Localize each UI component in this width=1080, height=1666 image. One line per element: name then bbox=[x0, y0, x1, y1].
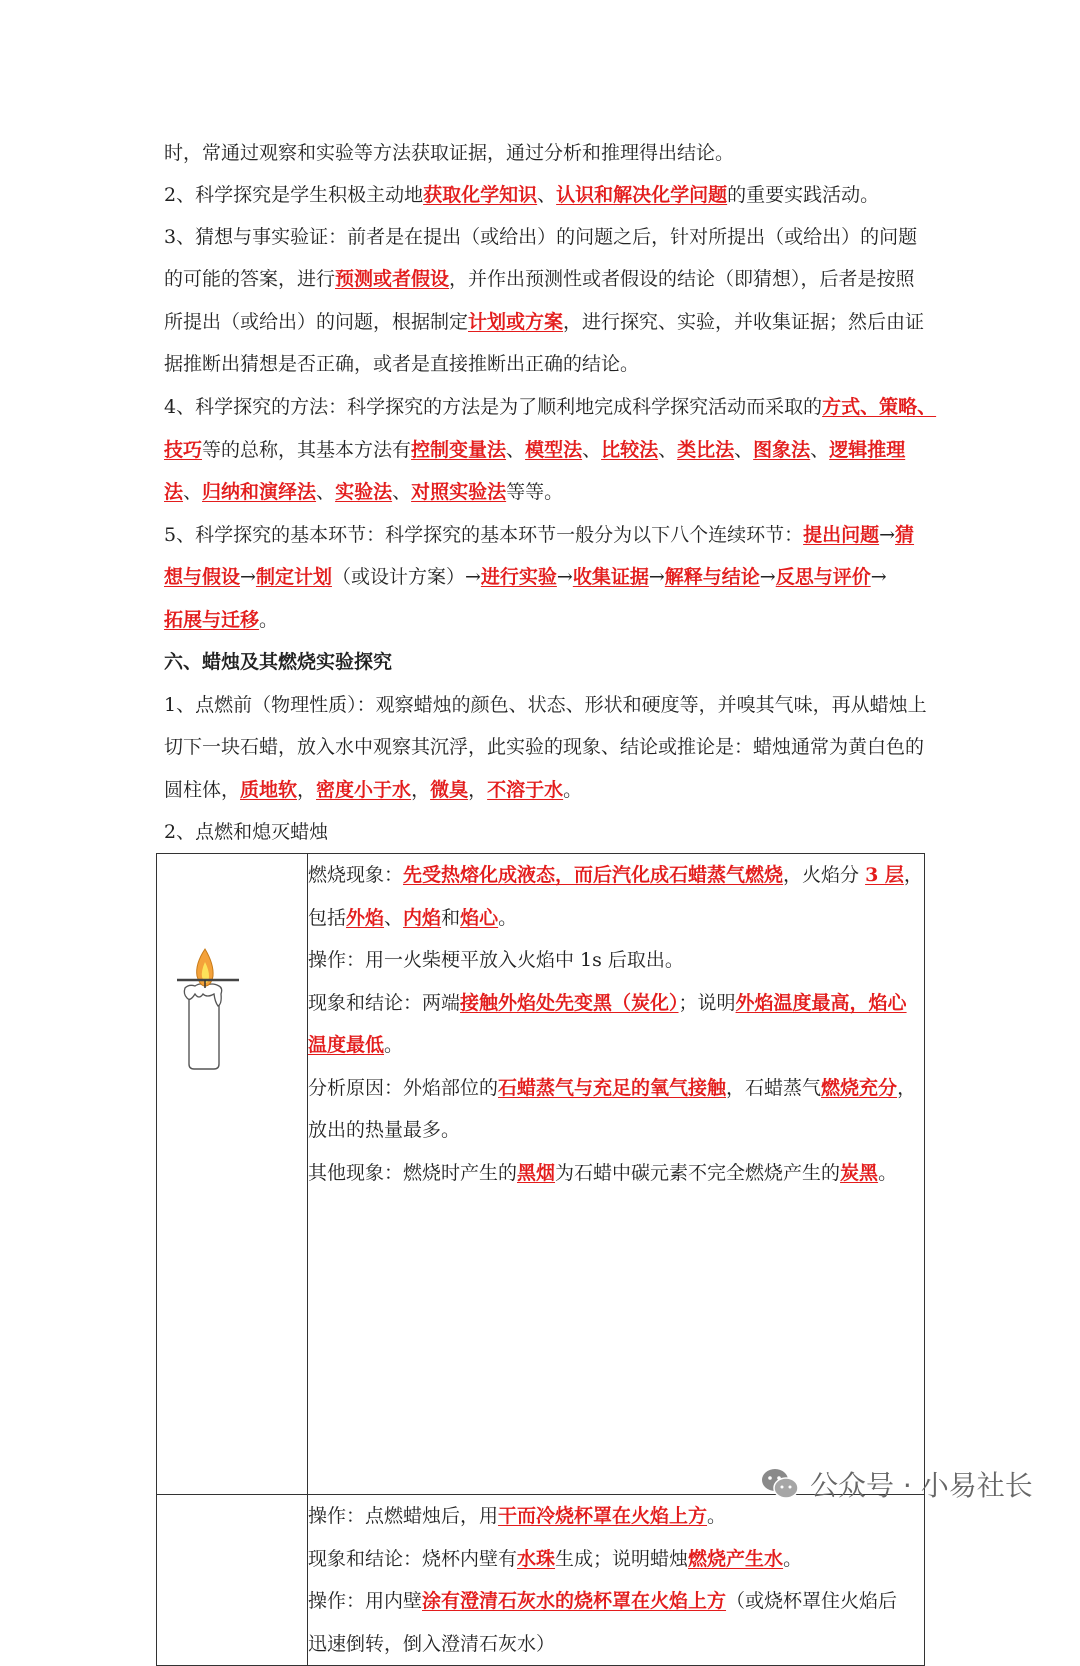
section-heading: 六、蜡烛及其燃烧实验探究 bbox=[164, 651, 393, 673]
paragraph-line: 切下一块石蜡，放入水中观察其沉浮，此实验的现象、结论或推论是：蜡烛通常为黄白色的 bbox=[164, 736, 925, 758]
table-text-line: 操作：用内壁涂有澄清石灰水的烧杯罩在火焰上方（或烧杯罩住火焰后 bbox=[308, 1590, 898, 1612]
paragraph-line: 3、猜想与事实验证：前者是在提出（或给出）的问题之后，针对所提出（或给出）的问题 bbox=[164, 226, 918, 248]
highlight-term: 外焰温度最高，焰心 bbox=[735, 991, 907, 1014]
highlight-term: 密度小于水 bbox=[316, 779, 412, 801]
highlight-term: 法 bbox=[164, 481, 184, 503]
highlight-term: 燃烧产生水 bbox=[688, 1547, 784, 1570]
highlight-term: 实验法 bbox=[335, 481, 393, 503]
paragraph-line: 时，常通过观察和实验等方法获取证据，通过分析和推理得出结论。 bbox=[164, 142, 735, 164]
paragraph-line: 1、点燃前（物理性质）：观察蜡烛的颜色、状态、形状和硬度等，并嗅其气味，再从蜡烛上 bbox=[164, 694, 927, 716]
paragraph-line: 2、点燃和熄灭蜡烛 bbox=[164, 821, 329, 843]
paragraph-line: 5、科学探究的基本环节：科学探究的基本环节一般分为以下八个连续环节：提出问题→猜 bbox=[164, 524, 915, 546]
highlight-term: 不溶于水 bbox=[487, 779, 564, 801]
highlight-term: 反思与评价 bbox=[775, 566, 871, 588]
paragraph-line: 所提出（或给出）的问题，根据制定计划或方案，进行探究、实验，并收集证据；然后由证 bbox=[164, 311, 925, 333]
highlight-term: 干而冷烧杯罩在火焰上方 bbox=[498, 1505, 708, 1527]
highlight-term: 接触外焰处先变黑（炭化） bbox=[460, 991, 679, 1014]
highlight-term: 石蜡蒸气与充足的氧气接触 bbox=[498, 1076, 727, 1099]
highlight-term: 比较法 bbox=[601, 439, 659, 461]
highlight-term: 内焰 bbox=[403, 906, 442, 929]
highlight-term: 炭黑 bbox=[840, 1161, 879, 1184]
table-text-line: 操作：点燃蜡烛后，用干而冷烧杯罩在火焰上方。 bbox=[308, 1505, 727, 1527]
highlight-term: 涂有澄清石灰水的烧杯罩在火焰上方 bbox=[422, 1590, 727, 1612]
table-row bbox=[157, 854, 925, 1495]
table-text-line: 分析原因：外焰部位的石蜡蒸气与充足的氧气接触，石蜡蒸气燃烧充分， bbox=[308, 1076, 917, 1099]
watermark bbox=[760, 1462, 1033, 1506]
highlight-term: 解释与结论 bbox=[664, 566, 760, 588]
highlight-term: 模型法 bbox=[525, 439, 583, 461]
paragraph-line: 拓展与迁移。 bbox=[164, 609, 279, 631]
paragraph-line: 圆柱体，质地软，密度小于水，微臭，不溶于水。 bbox=[164, 779, 583, 801]
highlight-term: 外焰 bbox=[346, 906, 385, 929]
highlight-term: 控制变量法 bbox=[411, 439, 507, 461]
highlight-term: 温度最低 bbox=[308, 1034, 385, 1056]
paragraph-line: 技巧等的总称，其基本方法有控制变量法、模型法、比较法、类比法、图象法、逻辑推理 bbox=[164, 439, 906, 461]
highlight-term: 猜 bbox=[895, 524, 915, 546]
highlight-term: 技巧 bbox=[164, 439, 203, 461]
highlight-term: 对照实验法 bbox=[411, 481, 507, 503]
highlight-term: 收集证据 bbox=[572, 566, 649, 588]
table-text-line: 现象和结论：烧杯内壁有水珠生成；说明蜡烛燃烧产生水。 bbox=[308, 1547, 803, 1570]
table-text-line: 燃烧现象：先受热熔化成液态，而后汽化成石蜡蒸气燃烧，火焰分 3 层， bbox=[308, 864, 923, 886]
table-row bbox=[157, 1495, 925, 1666]
table-text-line: 放出的热量最多。 bbox=[308, 1119, 461, 1141]
paragraph-line: 的可能的答案，进行预测或者假设，并作出预测性或者假设的结论（即猜想），后者是按照 bbox=[164, 268, 915, 290]
highlight-term: 制定计划 bbox=[255, 566, 332, 588]
highlight-term: 预测或者假设 bbox=[335, 268, 450, 290]
empty-image-cell bbox=[157, 1495, 308, 1666]
highlight-term: 逻辑推理 bbox=[829, 439, 906, 461]
table-text-line: 其他现象：燃烧时产生的黑烟为石蜡中碳元素不完全燃烧产生的炭黑。 bbox=[308, 1161, 898, 1184]
highlight-term: 类比法 bbox=[677, 439, 735, 461]
wechat-icon bbox=[760, 1467, 800, 1501]
highlight-term: 归纳和演绎法 bbox=[202, 481, 317, 503]
highlight-term: 计划或方案 bbox=[468, 311, 564, 333]
paragraph-line: 据推断出猜想是否正确，或者是直接推断出正确的结论。 bbox=[164, 353, 640, 375]
products-text-cell bbox=[308, 1495, 925, 1666]
highlight-term: 质地软 bbox=[240, 779, 298, 801]
highlight-term: 进行实验 bbox=[480, 566, 557, 588]
table-text-line: 温度最低。 bbox=[308, 1034, 404, 1056]
table-text-line: 操作：用一火柴梗平放入火焰中 1s 后取出。 bbox=[308, 949, 684, 971]
paragraph-line: 法、归纳和演绎法、实验法、对照实验法等等。 bbox=[164, 481, 564, 503]
highlight-term: 获取化学知识 bbox=[423, 184, 538, 206]
highlight-term: 燃烧充分 bbox=[821, 1076, 898, 1099]
candle-illustration bbox=[167, 944, 247, 1074]
paragraph-line: 2、科学探究是学生积极主动地获取化学知识、认识和解决化学问题的重要实践活动。 bbox=[164, 184, 880, 206]
highlight-term: 想与假设 bbox=[164, 566, 241, 588]
highlight-term: 方式、策略、 bbox=[822, 396, 937, 418]
highlight-term: 3 层 bbox=[865, 864, 904, 886]
table-text-line: 包括外焰、内焰和焰心。 bbox=[308, 906, 518, 929]
highlight-term: 图象法 bbox=[753, 439, 811, 461]
paragraph-line: 4、科学探究的方法：科学探究的方法是为了顺利地完成科学探究活动而采取的方式、策略、 bbox=[164, 396, 937, 418]
highlight-term: 水珠 bbox=[517, 1547, 556, 1570]
paragraph-line: 想与假设→制定计划（或设计方案）→进行实验→收集证据→解释与结论→反思与评价→ bbox=[164, 566, 887, 588]
highlight-term: 拓展与迁移 bbox=[164, 609, 260, 631]
table-text-line: 迅速倒转，倒入澄清石灰水） bbox=[308, 1632, 556, 1655]
candle-image-cell bbox=[157, 854, 308, 1495]
combustion-text-cell bbox=[308, 854, 925, 1495]
highlight-term: 焰心 bbox=[460, 906, 499, 929]
highlight-term: 提出问题 bbox=[803, 524, 880, 546]
watermark-text: 公众号 · 小易社长 bbox=[810, 1469, 1033, 1502]
highlight-term: 认识和解决化学问题 bbox=[556, 184, 728, 206]
highlight-term: 先受热熔化成液态，而后汽化成石蜡蒸气燃烧 bbox=[403, 864, 784, 886]
experiment-table bbox=[156, 853, 925, 1666]
highlight-term: 黑烟 bbox=[517, 1161, 556, 1184]
highlight-term: 微臭 bbox=[430, 779, 469, 801]
table-text-line: 现象和结论：两端接触外焰处先变黑（炭化）；说明外焰温度最高，焰心 bbox=[308, 991, 907, 1014]
